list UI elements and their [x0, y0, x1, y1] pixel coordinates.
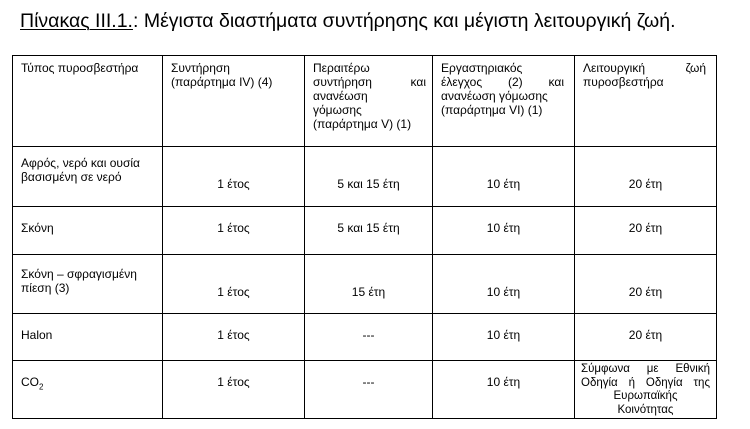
maintenance-cell: 1 έτος	[163, 147, 305, 207]
co2-subscript: 2	[39, 382, 44, 392]
maintenance-cell: 1 έτος	[163, 255, 305, 314]
table-row	[13, 314, 717, 361]
lab-inspection-cell: 10 έτη	[433, 147, 575, 207]
further-maintenance-cell: 5 και 15 έτη	[305, 207, 433, 255]
type-cell: Σκόνη	[13, 207, 163, 255]
service-life-cell	[575, 361, 717, 419]
table-row	[13, 147, 717, 207]
further-maintenance-cell: ---	[305, 314, 433, 361]
header-cell-extinguisher-type: Τύπος πυροσβεστήρα	[13, 56, 163, 147]
maintenance-cell: 1 έτος	[163, 361, 305, 419]
further-maintenance-cell: 15 έτη	[305, 255, 433, 314]
lab-inspection-cell: 10 έτη	[433, 255, 575, 314]
header-cell-maintenance: Συντήρηση (παράρτημα IV) (4)	[163, 56, 305, 147]
type-cell: Αφρός, νερό και ουσία βασισμένη σε νερό	[13, 147, 163, 207]
header-cell-lab-inspection: Εργαστηριακός έλεγχος (2) και ανανέωση γόμωσης (παράρτημα VI) (1)	[433, 56, 575, 147]
co2-formula: CO	[21, 375, 39, 389]
table-row	[13, 361, 717, 419]
type-cell: Halon	[13, 314, 163, 361]
lab-inspection-cell: 10 έτη	[433, 314, 575, 361]
service-life-cell: 20 έτη	[575, 207, 717, 255]
service-life-note: Σύμφωνα με Εθνική Οδηγία ή Οδηγία της Ευρωπαϊκής Κοινότητας	[581, 363, 710, 416]
table-row	[13, 255, 717, 314]
further-maintenance-cell: ---	[305, 361, 433, 419]
table-caption	[20, 8, 745, 34]
maintenance-cell: 1 έτος	[163, 207, 305, 255]
header-cell-further-maintenance: Περαιτέρω συντήρηση και ανανέωση γόμωσης (παράρτημα V) (1)	[305, 56, 433, 147]
table-caption-text: : Μέγιστα διαστήματα συντήρησης και μέγιστη λειτουργική ζωή.	[132, 10, 676, 32]
maintenance-cell: 1 έτος	[163, 314, 305, 361]
header-cell-service-life: Λειτουργική ζωή πυροσβεστήρα	[575, 56, 717, 147]
lab-inspection-cell: 10 έτη	[433, 207, 575, 255]
further-maintenance-cell: 5 και 15 έτη	[305, 147, 433, 207]
service-life-cell: 20 έτη	[575, 147, 717, 207]
lab-inspection-cell: 10 έτη	[433, 361, 575, 419]
type-cell	[13, 361, 163, 419]
type-cell: Σκόνη – σφραγισμένη πίεση (3)	[13, 255, 163, 314]
table-header-row	[13, 56, 717, 147]
maintenance-intervals-table	[12, 55, 717, 419]
table-caption-label: Πίνακας ΙΙΙ.1.	[20, 10, 133, 32]
service-life-cell: 20 έτη	[575, 314, 717, 361]
service-life-cell: 20 έτη	[575, 255, 717, 314]
table-row	[13, 207, 717, 255]
